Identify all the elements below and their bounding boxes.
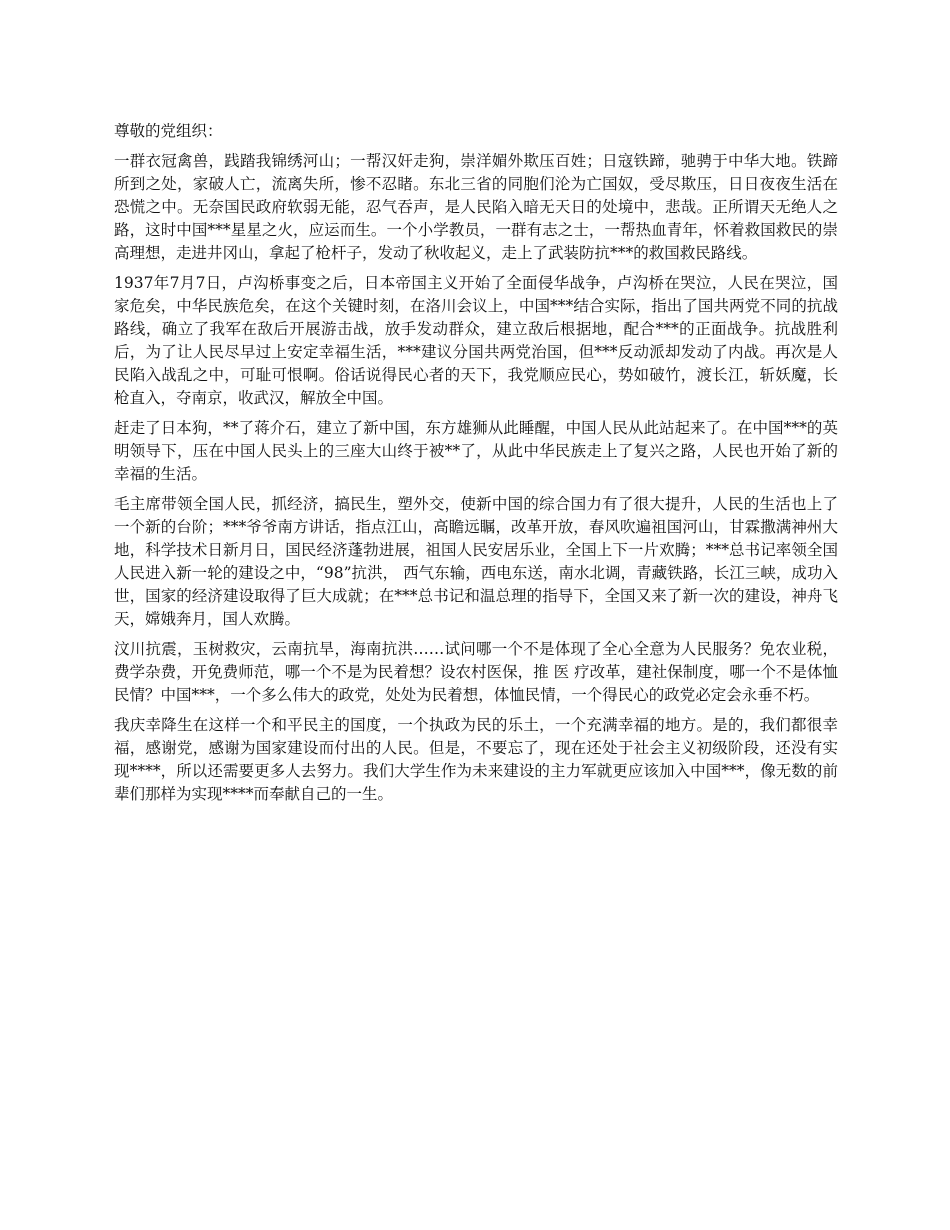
paragraph-1: 一群衣冠禽兽，践踏我锦绣河山；一帮汉奸走狗，崇洋媚外欺压百姓；日寇铁蹄，驰骋于中华大地。铁蹄所到之处，家破人亡，流离失所，惨不忍睹。东北三省的同胞们沦为亡国奴，受尽欺压，日日夜夜生活在恐慌之中。无奈国民政府软弱无能，忍气吞声，是人民陷入暗无天日的处境中，悲哉。正所谓天无绝人之路，这时中国***星星之火，应运而生。一个小学教员，一群有志之士，一帮热血青年，怀着救国救民的崇高理想，走进井冈山，拿起了枪杆子，发动了秋收起义，走上了武装防抗***的救国救民路线。 [114, 152, 838, 262]
paragraph-3: 赶走了日本狗，**了蒋介石，建立了新中国，东方雄狮从此睡醒，中国人民从此站起来了。在中国***的英明领导下，压在中国人民头上的三座大山终于被**了，从此中华民族走上了复兴之路，人民也开始了新的幸福的生活。 [114, 419, 838, 483]
paragraph-4: 毛主席带领全国人民，抓经济，搞民生，塑外交，使新中国的综合国力有了很大提升，人民的生活也上了一个新的台阶；***爷爷南方讲话，指点江山，高瞻远瞩，改革开放，春风吹遍祖国河山，甘霖撒满神州大地，科学技术日新月日，国民经济蓬勃进展，祖国人民安居乐业，全国上下一片欢腾；***总书记率领全国人民进入新一轮的建设之中，“98”抗洪， 西气东输，西电东送，南水北调，青藏铁路，长江三峡，成功入世，国家的经济建设取得了巨大成就；在***总书记和温总理的指导下，全国又来了新一次的建设，神舟飞天，嫦娥奔月，国人欢腾。 [114, 495, 838, 628]
paragraph-2: 1937年7月7日，卢沟桥事变之后，日本帝国主义开始了全面侵华战争，卢沟桥在哭泣，人民在哭泣，国家危矣，中华民族危矣，在这个关键时刻，在洛川会议上，中国***结合实际，指出了国共两党不同的抗战路线，确立了我军在敌后开展游击战，放手发动群众，建立敌后根据地，配合***的正面战争。抗战胜利后，为了让人民尽早过上安定幸福生活，***建议分国共两党治国，但***反动派却发动了内战。再次是人民陷入战乱之中，可耻可恨啊。俗话说得民心者的天下，我党顺应民心，势如破竹，渡长江，斩妖魔，长枪直入，夺南京，收武汉，解放全中国。 [114, 274, 838, 407]
salutation: 尊敬的党组织： [114, 122, 223, 140]
document-body [114, 120, 838, 813]
paragraph-6: 我庆幸降生在这样一个和平民主的国度，一个执政为民的乐土，一个充满幸福的地方。是的，我们都很幸福，感谢党，感谢为国家建设而付出的人民。但是，不要忘了，现在还处于社会主义初级阶段，还没有实现****，所以还需要更多人去努力。我们大学生作为未来建设的主力军就更应该加入中国***，像无数的前辈们那样为实现****而奉献自己的一生。 [114, 716, 838, 803]
paragraph-5: 汶川抗震，玉树救灾，云南抗旱，海南抗洪……试问哪一个不是体现了全心全意为人民服务？免农业税，费学杂费，开免费师范，哪一个不是为民着想？设农村医保，推 医 疗改革，建社保制度，哪一个不是体恤民情？中国***，一个多么伟大的政党，处处为民着想，体恤民情，一个得民心的政党必定会永垂不朽。 [114, 640, 838, 704]
